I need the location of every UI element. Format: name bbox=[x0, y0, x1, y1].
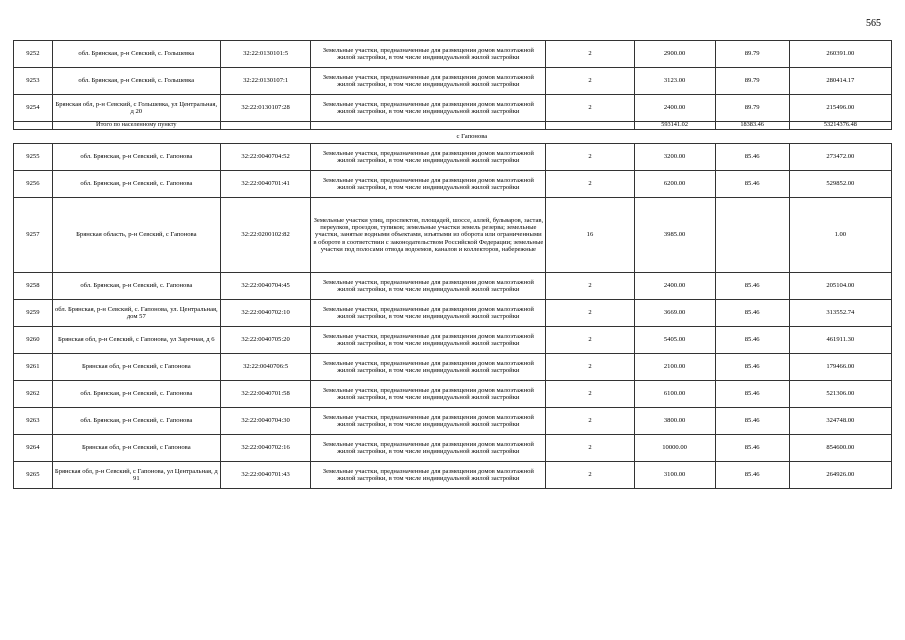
category-cell: 2 bbox=[546, 95, 634, 122]
area-cell: 2400.00 bbox=[634, 273, 715, 300]
cadastral-number-cell: 32:22:0040704:52 bbox=[220, 144, 311, 171]
address-cell: обл. Брянская, р-н Севский, с. Гапонова bbox=[52, 408, 220, 435]
address-cell: обл. Брянская, р-н Севский, с. Гапонова bbox=[52, 171, 220, 198]
cadastral-number-cell: 32:22:0040704:45 bbox=[220, 273, 311, 300]
address-cell: Брянская обл, р-н Севский, с Гапонова, ул Заречная, д 6 bbox=[52, 327, 220, 354]
land-use-cell: Земельные участки, предназначенные для размещения домов малоэтажной жилой застройки, в том числе индивидуальной жилой застройки bbox=[311, 435, 546, 462]
address-cell: Брянская область, р-н Севский, с Гапонова bbox=[52, 198, 220, 273]
locality-name: с Гапонова bbox=[456, 132, 488, 140]
rate-cell: 85.46 bbox=[715, 462, 789, 489]
area-cell: 6200.00 bbox=[634, 171, 715, 198]
cadastral-value-cell: 260391.00 bbox=[789, 41, 891, 68]
cadastral-value-cell: 273472.00 bbox=[789, 144, 891, 171]
rate-cell: 85.46 bbox=[715, 171, 789, 198]
table-row bbox=[14, 435, 892, 462]
area-cell: 10000.00 bbox=[634, 435, 715, 462]
table-row bbox=[14, 198, 892, 273]
row-number: 9252 bbox=[14, 41, 53, 68]
table-row bbox=[14, 462, 892, 489]
cadastral-number-cell: 32:22:0130107:28 bbox=[220, 95, 311, 122]
rate-cell bbox=[715, 198, 789, 273]
address-cell: Брянская обл, р-н Севский, с Гольшевка, ул Центральная, д 20 bbox=[52, 95, 220, 122]
rate-cell: 89.79 bbox=[715, 95, 789, 122]
row-number: 9254 bbox=[14, 95, 53, 122]
area-cell: 6100.00 bbox=[634, 381, 715, 408]
land-use-cell: Земельные участки, предназначенные для размещения домов малоэтажной жилой застройки, в том числе индивидуальной жилой застройки bbox=[311, 273, 546, 300]
row-number: 9259 bbox=[14, 300, 53, 327]
table-body-top bbox=[14, 41, 892, 122]
table-row bbox=[14, 327, 892, 354]
rate-cell: 85.46 bbox=[715, 435, 789, 462]
locality-blank bbox=[14, 130, 53, 144]
cadastral-value-cell: 854600.00 bbox=[789, 435, 891, 462]
cadastral-number-cell: 32:22:0130101:5 bbox=[220, 41, 311, 68]
total-category-cell bbox=[546, 122, 634, 130]
address-cell: Брянская обл, р-н Севский, с Гапонова, ул Центральная, д 91 bbox=[52, 462, 220, 489]
area-cell: 2400.00 bbox=[634, 95, 715, 122]
area-cell: 3985.00 bbox=[634, 198, 715, 273]
area-cell: 3100.00 bbox=[634, 462, 715, 489]
total-value: 53214376.48 bbox=[789, 122, 891, 130]
cadastral-value-cell: 264926.00 bbox=[789, 462, 891, 489]
cadastral-value-cell: 313552.74 bbox=[789, 300, 891, 327]
table-row bbox=[14, 273, 892, 300]
cadastral-value-cell: 324748.00 bbox=[789, 408, 891, 435]
address-cell: обл. Брянская, р-н Севский, с. Гапонова, ул. Центральная, дом 57 bbox=[52, 300, 220, 327]
land-use-cell: Земельные участки, предназначенные для размещения домов малоэтажной жилой застройки, в том числе индивидуальной жилой застройки bbox=[311, 354, 546, 381]
address-cell: Брянская обл, р-н Севский, с Гапонова bbox=[52, 435, 220, 462]
cadastral-number-cell: 32:22:0200102:82 bbox=[220, 198, 311, 273]
category-cell: 2 bbox=[546, 435, 634, 462]
cadastral-number-cell: 32:22:0040706:5 bbox=[220, 354, 311, 381]
table-body-bottom bbox=[14, 144, 892, 489]
table-row bbox=[14, 354, 892, 381]
land-use-cell: Земельные участки, предназначенные для размещения домов малоэтажной жилой застройки, в том числе индивидуальной жилой застройки bbox=[311, 408, 546, 435]
land-use-cell: Земельные участки, предназначенные для размещения домов малоэтажной жилой застройки, в том числе индивидуальной жилой застройки bbox=[311, 381, 546, 408]
address-cell: обл. Брянская, р-н Севский, с. Гапонова bbox=[52, 381, 220, 408]
address-cell: обл. Брянская, р-н Севский, с. Гольшевка bbox=[52, 41, 220, 68]
total-rate: 18383.46 bbox=[715, 122, 789, 130]
rate-cell: 85.46 bbox=[715, 354, 789, 381]
table-row bbox=[14, 381, 892, 408]
category-cell: 2 bbox=[546, 171, 634, 198]
area-cell: 3800.00 bbox=[634, 408, 715, 435]
area-cell: 5405.00 bbox=[634, 327, 715, 354]
total-section bbox=[14, 122, 892, 144]
cadastral-value-cell: 529852.00 bbox=[789, 171, 891, 198]
cadastral-value-cell: 205104.00 bbox=[789, 273, 891, 300]
category-cell: 2 bbox=[546, 41, 634, 68]
address-cell: обл. Брянская, р-н Севский, с. Гапонова bbox=[52, 273, 220, 300]
table-row bbox=[14, 144, 892, 171]
cadastral-value-cell: 521306.00 bbox=[789, 381, 891, 408]
row-number: 9256 bbox=[14, 171, 53, 198]
cadastral-value-cell: 461911.30 bbox=[789, 327, 891, 354]
category-cell: 2 bbox=[546, 354, 634, 381]
category-cell: 2 bbox=[546, 381, 634, 408]
area-cell: 3123.00 bbox=[634, 68, 715, 95]
cadastral-number-cell: 32:22:0040701:43 bbox=[220, 462, 311, 489]
row-number: 9265 bbox=[14, 462, 53, 489]
rate-cell: 89.79 bbox=[715, 41, 789, 68]
land-use-cell: Земельные участки, предназначенные для размещения домов малоэтажной жилой застройки, в том числе индивидуальной жилой застройки bbox=[311, 41, 546, 68]
cadastral-number-cell: 32:22:0040702:10 bbox=[220, 300, 311, 327]
cadastral-number-cell: 32:22:0040701:58 bbox=[220, 381, 311, 408]
area-cell: 2900.00 bbox=[634, 41, 715, 68]
row-number: 9253 bbox=[14, 68, 53, 95]
rate-cell: 85.46 bbox=[715, 144, 789, 171]
table-row bbox=[14, 300, 892, 327]
area-cell: 3669.00 bbox=[634, 300, 715, 327]
total-row bbox=[14, 122, 892, 130]
row-number: 9257 bbox=[14, 198, 53, 273]
table-row bbox=[14, 95, 892, 122]
area-cell: 2100.00 bbox=[634, 354, 715, 381]
category-cell: 2 bbox=[546, 462, 634, 489]
table-row bbox=[14, 171, 892, 198]
row-number: 9255 bbox=[14, 144, 53, 171]
row-number: 9260 bbox=[14, 327, 53, 354]
category-cell: 2 bbox=[546, 273, 634, 300]
cadastral-number-cell: 32:22:0040702:16 bbox=[220, 435, 311, 462]
address-cell: Брянская обл, р-н Севский, с Гапонова bbox=[52, 354, 220, 381]
area-cell: 3200.00 bbox=[634, 144, 715, 171]
total-num-cell bbox=[14, 122, 53, 130]
land-use-cell: Земельные участки, предназначенные для размещения домов малоэтажной жилой застройки, в том числе индивидуальной жилой застройки bbox=[311, 300, 546, 327]
land-use-cell: Земельные участки улиц, проспектов, площадей, шоссе, аллей, бульваров, застав, переулков, проездов, тупиков; земельные участки земель резерва; земельные участки, занятые водными объектами, изъятыми из оборота или ограниченными в обороте в соответствии с законодательством Российской Федерации; земельные участки под полосами отвода водоемов, каналов и коллекторов, набережные bbox=[311, 198, 546, 273]
row-number: 9264 bbox=[14, 435, 53, 462]
cadastral-value-cell: 179466.00 bbox=[789, 354, 891, 381]
land-use-cell: Земельные участки, предназначенные для размещения домов малоэтажной жилой застройки, в том числе индивидуальной жилой застройки bbox=[311, 144, 546, 171]
row-number: 9263 bbox=[14, 408, 53, 435]
rate-cell: 85.46 bbox=[715, 327, 789, 354]
cadastral-number-cell: 32:22:0040705:20 bbox=[220, 327, 311, 354]
land-use-cell: Земельные участки, предназначенные для размещения домов малоэтажной жилой застройки, в том числе индивидуальной жилой застройки bbox=[311, 95, 546, 122]
address-cell: обл. Брянская, р-н Севский, с. Гапонова bbox=[52, 144, 220, 171]
table-row bbox=[14, 408, 892, 435]
total-usage-cell bbox=[311, 122, 546, 130]
category-cell: 2 bbox=[546, 144, 634, 171]
address-cell: обл. Брянская, р-н Севский, с. Гольшевка bbox=[52, 68, 220, 95]
total-label: Итого по населенному пункту bbox=[52, 122, 220, 130]
land-use-cell: Земельные участки, предназначенные для размещения домов малоэтажной жилой застройки, в том числе индивидуальной жилой застройки bbox=[311, 327, 546, 354]
category-cell: 2 bbox=[546, 408, 634, 435]
table-row bbox=[14, 41, 892, 68]
land-use-cell: Земельные участки, предназначенные для размещения домов малоэтажной жилой застройки, в том числе индивидуальной жилой застройки bbox=[311, 68, 546, 95]
category-cell: 2 bbox=[546, 300, 634, 327]
rate-cell: 85.46 bbox=[715, 381, 789, 408]
rate-cell: 85.46 bbox=[715, 408, 789, 435]
total-area: 593141.02 bbox=[634, 122, 715, 130]
cadastral-value-cell: 1.00 bbox=[789, 198, 891, 273]
rate-cell: 85.46 bbox=[715, 300, 789, 327]
row-number: 9258 bbox=[14, 273, 53, 300]
cadastral-number-cell: 32:22:0040704:30 bbox=[220, 408, 311, 435]
land-use-cell: Земельные участки, предназначенные для размещения домов малоэтажной жилой застройки, в том числе индивидуальной жилой застройки bbox=[311, 462, 546, 489]
cadastral-value-cell: 215496.00 bbox=[789, 95, 891, 122]
cadastral-value-cell: 280414.17 bbox=[789, 68, 891, 95]
category-cell: 2 bbox=[546, 327, 634, 354]
cadastral-register-table bbox=[13, 40, 892, 489]
rate-cell: 85.46 bbox=[715, 273, 789, 300]
rate-cell: 89.79 bbox=[715, 68, 789, 95]
cadastral-number-cell: 32:22:0130107:1 bbox=[220, 68, 311, 95]
total-cadastral-cell bbox=[220, 122, 311, 130]
row-number: 9262 bbox=[14, 381, 53, 408]
row-number: 9261 bbox=[14, 354, 53, 381]
category-cell: 16 bbox=[546, 198, 634, 273]
category-cell: 2 bbox=[546, 68, 634, 95]
page-number: 565 bbox=[866, 18, 881, 29]
cadastral-number-cell: 32:22:0040701:41 bbox=[220, 171, 311, 198]
land-use-cell: Земельные участки, предназначенные для размещения домов малоэтажной жилой застройки, в том числе индивидуальной жилой застройки bbox=[311, 171, 546, 198]
locality-row bbox=[14, 130, 892, 144]
table-row bbox=[14, 68, 892, 95]
